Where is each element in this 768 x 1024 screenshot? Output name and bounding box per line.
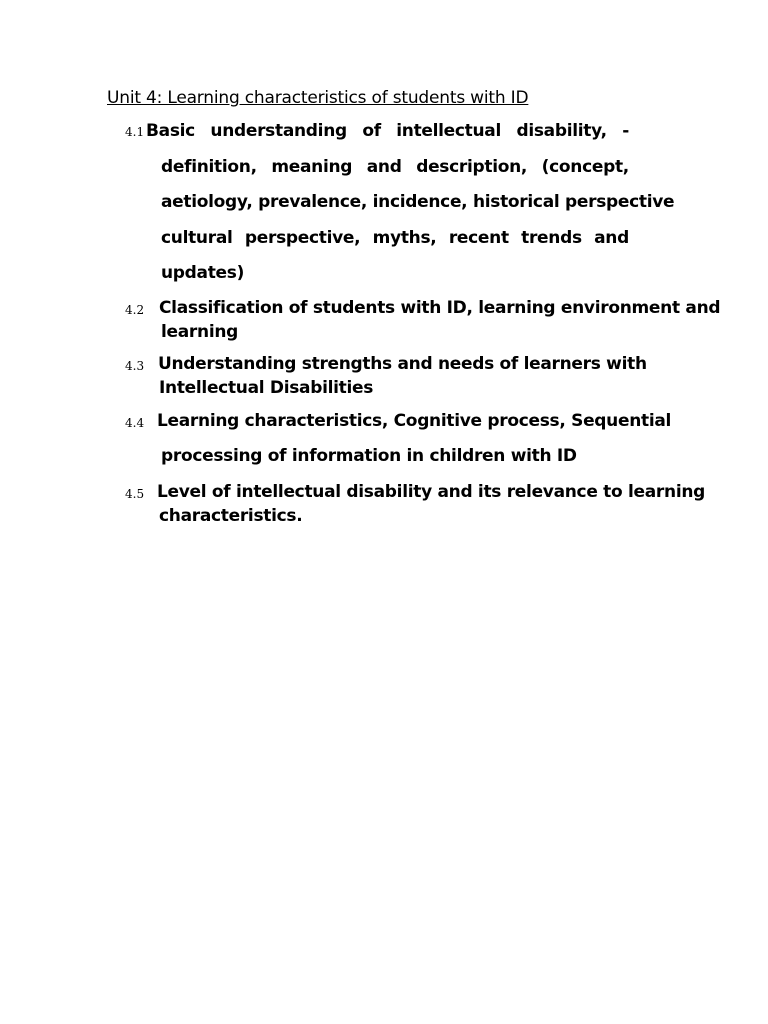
- item-line: Classification of students with ID, learning environment and: [159, 298, 721, 318]
- item-line: Learning characteristics, Cognitive process, Sequential: [157, 411, 672, 431]
- item-line: learning: [161, 322, 239, 342]
- item-line: Understanding strengths and needs of learners with: [158, 354, 647, 374]
- item-number: 4.2: [125, 303, 145, 317]
- word: of: [362, 121, 381, 141]
- item-line: updates): [161, 263, 245, 283]
- word: intellectual: [396, 121, 502, 141]
- item-number: 4.4: [125, 416, 145, 430]
- word: myths,: [372, 228, 437, 248]
- word: cultural: [161, 228, 233, 248]
- item-number: 4.1: [125, 125, 145, 139]
- item-line: processing of information in children with ID: [161, 446, 577, 466]
- item-line: aetiology, prevalence, incidence, historical perspective: [161, 192, 675, 212]
- word: Basic: [146, 121, 195, 141]
- item-line: [146, 121, 629, 141]
- item-line: Intellectual Disabilities: [159, 378, 374, 398]
- word: and: [594, 228, 629, 248]
- word: recent: [448, 228, 509, 248]
- word: (concept,: [541, 157, 629, 177]
- word: disability,: [516, 121, 607, 141]
- word: definition,: [161, 157, 257, 177]
- item-number: 4.5: [125, 487, 145, 501]
- word: perspective,: [244, 228, 361, 248]
- item-line: [161, 157, 629, 177]
- item-line: Level of intellectual disability and its relevance to learning: [157, 482, 706, 502]
- word: -: [622, 121, 629, 141]
- word: meaning: [271, 157, 353, 177]
- word: trends: [521, 228, 582, 248]
- word: understanding: [210, 121, 347, 141]
- word: description,: [416, 157, 528, 177]
- item-line: [161, 228, 629, 248]
- word: and: [366, 157, 402, 177]
- item-line: characteristics.: [159, 506, 303, 526]
- unit-title: Unit 4: Learning characteristics of students with ID: [107, 88, 529, 108]
- item-number: 4.3: [125, 359, 145, 373]
